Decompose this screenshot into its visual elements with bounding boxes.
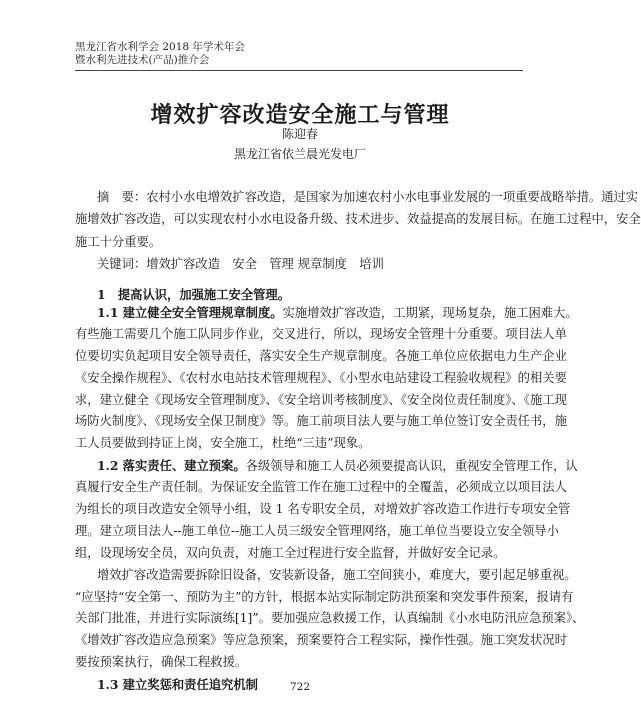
paragraph-line: “应坚持“安全第一、预防为主”的方针，根据本站实际制定防洪预案和突发事件预案，报请有: [75, 589, 574, 604]
subsection-1-3-heading: 1.3 建立奖惩和责任追究机制: [97, 677, 258, 693]
paragraph-line: 《增效扩容改造应急预案》等应急预案，预案要符合工程实际，操作性强。施工突发状况时: [75, 633, 567, 648]
paragraph-line: 为组长的项目改造安全领导小组，设 1 名专职安全员，对增效扩容改造工作进行专项安全管: [75, 502, 571, 517]
paragraph-line: 工人员要做到持证上岗，安全施工，杜绝“三违”现象。: [75, 436, 371, 451]
keywords-label: 关键词：: [97, 256, 147, 271]
body-text: [75, 302, 585, 696]
abstract-line: 施工十分重要。: [75, 234, 162, 249]
header-rule: [75, 70, 523, 71]
running-header-line1: 黑龙江省水利学会 2018 年学术年会: [75, 41, 245, 53]
author: 陈迎春: [281, 127, 318, 141]
subsection-1-2-heading: 1.2 落实责任、建立预案。: [97, 458, 246, 474]
paragraph-line: 要按预案执行，确保工程救援。: [75, 655, 248, 670]
paragraph-line: 增效扩容改造需要拆除旧设备，安装新设备，施工空间狭小，难度大，要引起足够重视。: [97, 567, 577, 582]
running-header-line2: 暨水利先进技术(产品)推介会: [75, 54, 210, 66]
paper-title: 增效扩容改造安全施工与管理: [150, 102, 450, 128]
paragraph-line: 组，设现场安全员，双向负责，对施工全过程进行安全监督，并做好安全记录。: [75, 545, 506, 560]
paragraph-line: 真履行安全生产责任制。为保证安全监管工作在施工过程中的全覆盖，必须成立以项目法人: [75, 480, 567, 495]
paragraph-line: 理。建立项目法人--施工单位--施工人员三级安全管理网络，施工单位当要设立安全领导小: [75, 523, 559, 538]
abstract-label: 摘 要：: [97, 190, 147, 204]
affiliation: 黑龙江省依兰晨光发电厂: [233, 147, 366, 161]
paragraph-line: 《安全操作规程》、《农村水电站技术管理规程》、《小型水电站建设工程验收规程》的相关要: [75, 370, 567, 385]
page-number: 722: [289, 681, 311, 693]
abstract-line: 摘 要：农村小水电增效扩容改造，是国家为加速农村小水电事业发展的一项重要战略举措。通过实: [97, 190, 639, 204]
paragraph-line: 1.1 建立健全安全管理规章制度。实施增效扩容改造，工期紧，现场复杂，施工困难大。: [97, 305, 578, 320]
paragraph-line: 关部门批准，并进行实际演练[1]”。要加强应急救援工作，认真编制《小水电防汛应急预案》、: [75, 611, 585, 626]
paragraph-line: 求，建立健全《现场安全管理制度》、《安全培训考核制度》、《安全岗位责任制度》、《施工现: [75, 392, 567, 407]
abstract: [75, 186, 641, 275]
abstract-line: 施增效扩容改造，可以实现农村小水电设备升级、技术进步、效益提高的发展目标。在施工过程中，安全: [75, 212, 641, 227]
keywords: 关键词：增效扩容改造 安全 管理 规章制度 培训: [97, 256, 384, 271]
paragraph-line: 1.2 落实责任、建立预案。各级领导和施工人员必须要提高认识，重视安全管理工作，认: [97, 458, 578, 474]
paragraph-line: 场防火制度》、《现场安全保卫制度》等。施工前项目法人要与施工单位签订安全责任书，施: [75, 414, 567, 429]
section-1-heading: 1 提高认识，加强施工安全管理。: [97, 287, 291, 302]
subsection-1-1-heading: 1.1 建立健全安全管理规章制度。: [97, 305, 283, 320]
paragraph-line: 有些施工需要几个施工队同步作业，交叉进行，所以，现场安全管理十分重要。项目法人单: [75, 326, 567, 341]
paragraph-line: 位要切实负起项目安全领导责任，落实安全生产规章制度。各施工单位应依据电力生产企业: [75, 348, 567, 363]
